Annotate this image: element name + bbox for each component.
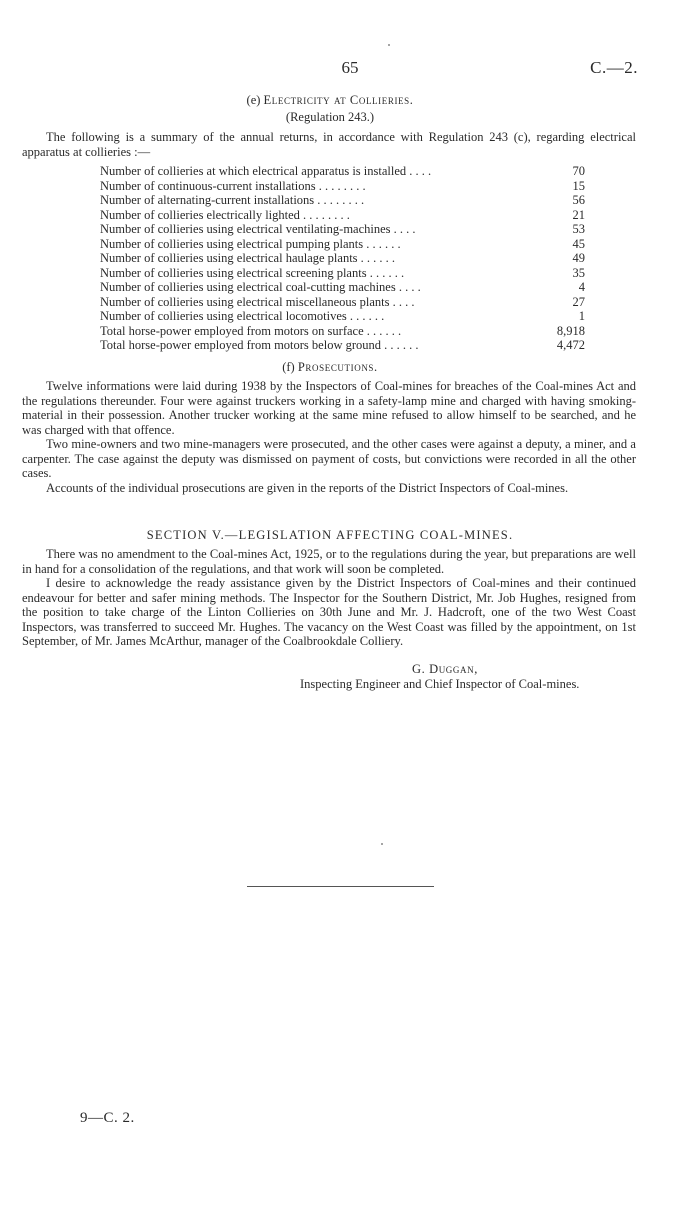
stat-value: 1 — [578, 309, 585, 323]
stat-row — [100, 164, 585, 179]
stat-row — [100, 251, 585, 266]
stat-row — [100, 309, 585, 324]
section-f-heading — [0, 360, 660, 375]
stat-label: Number of collieries using electrical pumping plants . . . . . . — [100, 236, 401, 251]
signature-name: G. Duggan, — [412, 662, 478, 676]
document-reference: C.—2. — [590, 58, 638, 77]
legislation-paragraph: There was no amendment to the Coal-mines Act, 1925, or to the regulations during the year, but preparations are well in hand for a consolidation of the regulations, and that work will soon be completed. — [22, 547, 636, 576]
stat-value: 56 — [572, 193, 585, 207]
stat-label: Number of collieries electrically lighted . . . . . . . . — [100, 207, 350, 222]
stat-label: Number of alternating-current installations . . . . . . . . — [100, 193, 365, 207]
stat-label: Number of continuous-current installations . . . . . . . . — [100, 178, 366, 193]
collieries-statistics-list — [100, 164, 585, 353]
stat-value: 70 — [572, 164, 585, 178]
stat-value: 4 — [578, 280, 585, 294]
regulation-note: (Regulation 243.) — [285, 110, 375, 124]
section-f-label: (f) — [282, 360, 295, 374]
stat-value: 21 — [572, 207, 585, 222]
stat-label: Number of collieries using electrical screening plants . . . . . . — [100, 265, 405, 280]
stat-label: Number of collieries using electrical miscellaneous plants . . . . — [100, 294, 415, 309]
page-number: 65 — [341, 58, 359, 77]
stat-value: 53 — [572, 222, 585, 236]
signature-title: Inspecting Engineer and Chief Inspector of Coal-mines. — [300, 677, 580, 691]
section-e-intro: The following is a summary of the annual returns, in accordance with Regulation 243 (c), regarding electrical apparatus at collieries :— — [22, 130, 636, 159]
section-e-title: Electricity at Collieries. — [263, 93, 414, 107]
stat-label: Number of collieries using electrical locomotives . . . . . . — [100, 309, 385, 323]
stat-row — [100, 222, 585, 237]
stat-value: 27 — [572, 294, 585, 309]
section-e-label: (e) — [246, 93, 261, 107]
stat-value: 45 — [572, 236, 585, 251]
closing-rule — [247, 886, 434, 887]
stat-label: Number of collieries using electrical coal-cutting machines . . . . — [100, 280, 421, 294]
stat-row — [100, 193, 585, 208]
stat-row — [100, 208, 585, 223]
legislation-paragraph: I desire to acknowledge the ready assistance given by the District Inspectors of Coal-mines and their continued endeavour for better and safer mining methods. The Inspector for the Southern District, Mr. Job Hughes, resigned from the position to take charge of the Linton Collieries on 30th June and Mr. J. Hadcroft, one of the two West Coast Inspectors, was transferred to succeed Mr. Hughes. The vacancy on the West Coast was filled by the appointment, on 1st September, of Mr. James McArthur, manager of the Coalbrookdale Colliery. — [22, 576, 636, 648]
stat-row — [100, 295, 585, 310]
stat-row — [100, 237, 585, 252]
stat-row — [100, 280, 585, 295]
stat-row — [100, 324, 585, 339]
prosecutions-paragraph: Accounts of the individual prosecutions are given in the reports of the District Inspectors of Coal-mines. — [46, 481, 569, 495]
prosecutions-paragraph: Twelve informations were laid during 1938 by the Inspectors of Coal-mines for breaches of the Coal-mines Act and the regulations thereunder. Four were against truckers working in a safety-lamp mine and charged with having smoking-material in their possession. Another trucker working at the same mine refused to allow himself to be searched, and he was charged with that offence. — [22, 379, 636, 437]
stat-label: Total horse-power employed from motors on surface . . . . . . — [100, 323, 402, 338]
stat-label: Number of collieries using electrical ventilating-machines . . . . — [100, 222, 416, 236]
section-f-title: Prosecutions. — [297, 360, 378, 374]
stat-label: Total horse-power employed from motors below ground . . . . . . — [100, 338, 419, 352]
stat-label: Number of collieries using electrical haulage plants . . . . . . — [100, 251, 396, 265]
stat-row — [100, 338, 585, 353]
prosecutions-paragraph: Two mine-owners and two mine-managers were prosecuted, and the other cases were against a deputy, a miner, and a carpenter. The case against the deputy was dismissed on payment of costs, but convictions were recorded in all the other cases. — [22, 437, 636, 480]
stat-row — [100, 266, 585, 281]
section-v-heading: SECTION V.—LEGISLATION AFFECTING COAL-MINES. — [146, 528, 514, 542]
stat-label: Number of collieries at which electrical apparatus is installed . . . . — [100, 164, 432, 178]
page-speck — [381, 843, 383, 845]
footer-reference: 9—C. 2. — [80, 1110, 135, 1126]
stat-value: 15 — [572, 178, 585, 193]
page-speck — [388, 44, 390, 46]
section-e-heading — [0, 93, 660, 108]
stat-value: 35 — [572, 265, 585, 280]
stat-row — [100, 179, 585, 194]
stat-value: 4,472 — [556, 338, 585, 352]
stat-value: 49 — [572, 251, 585, 265]
stat-value: 8,918 — [556, 323, 585, 338]
